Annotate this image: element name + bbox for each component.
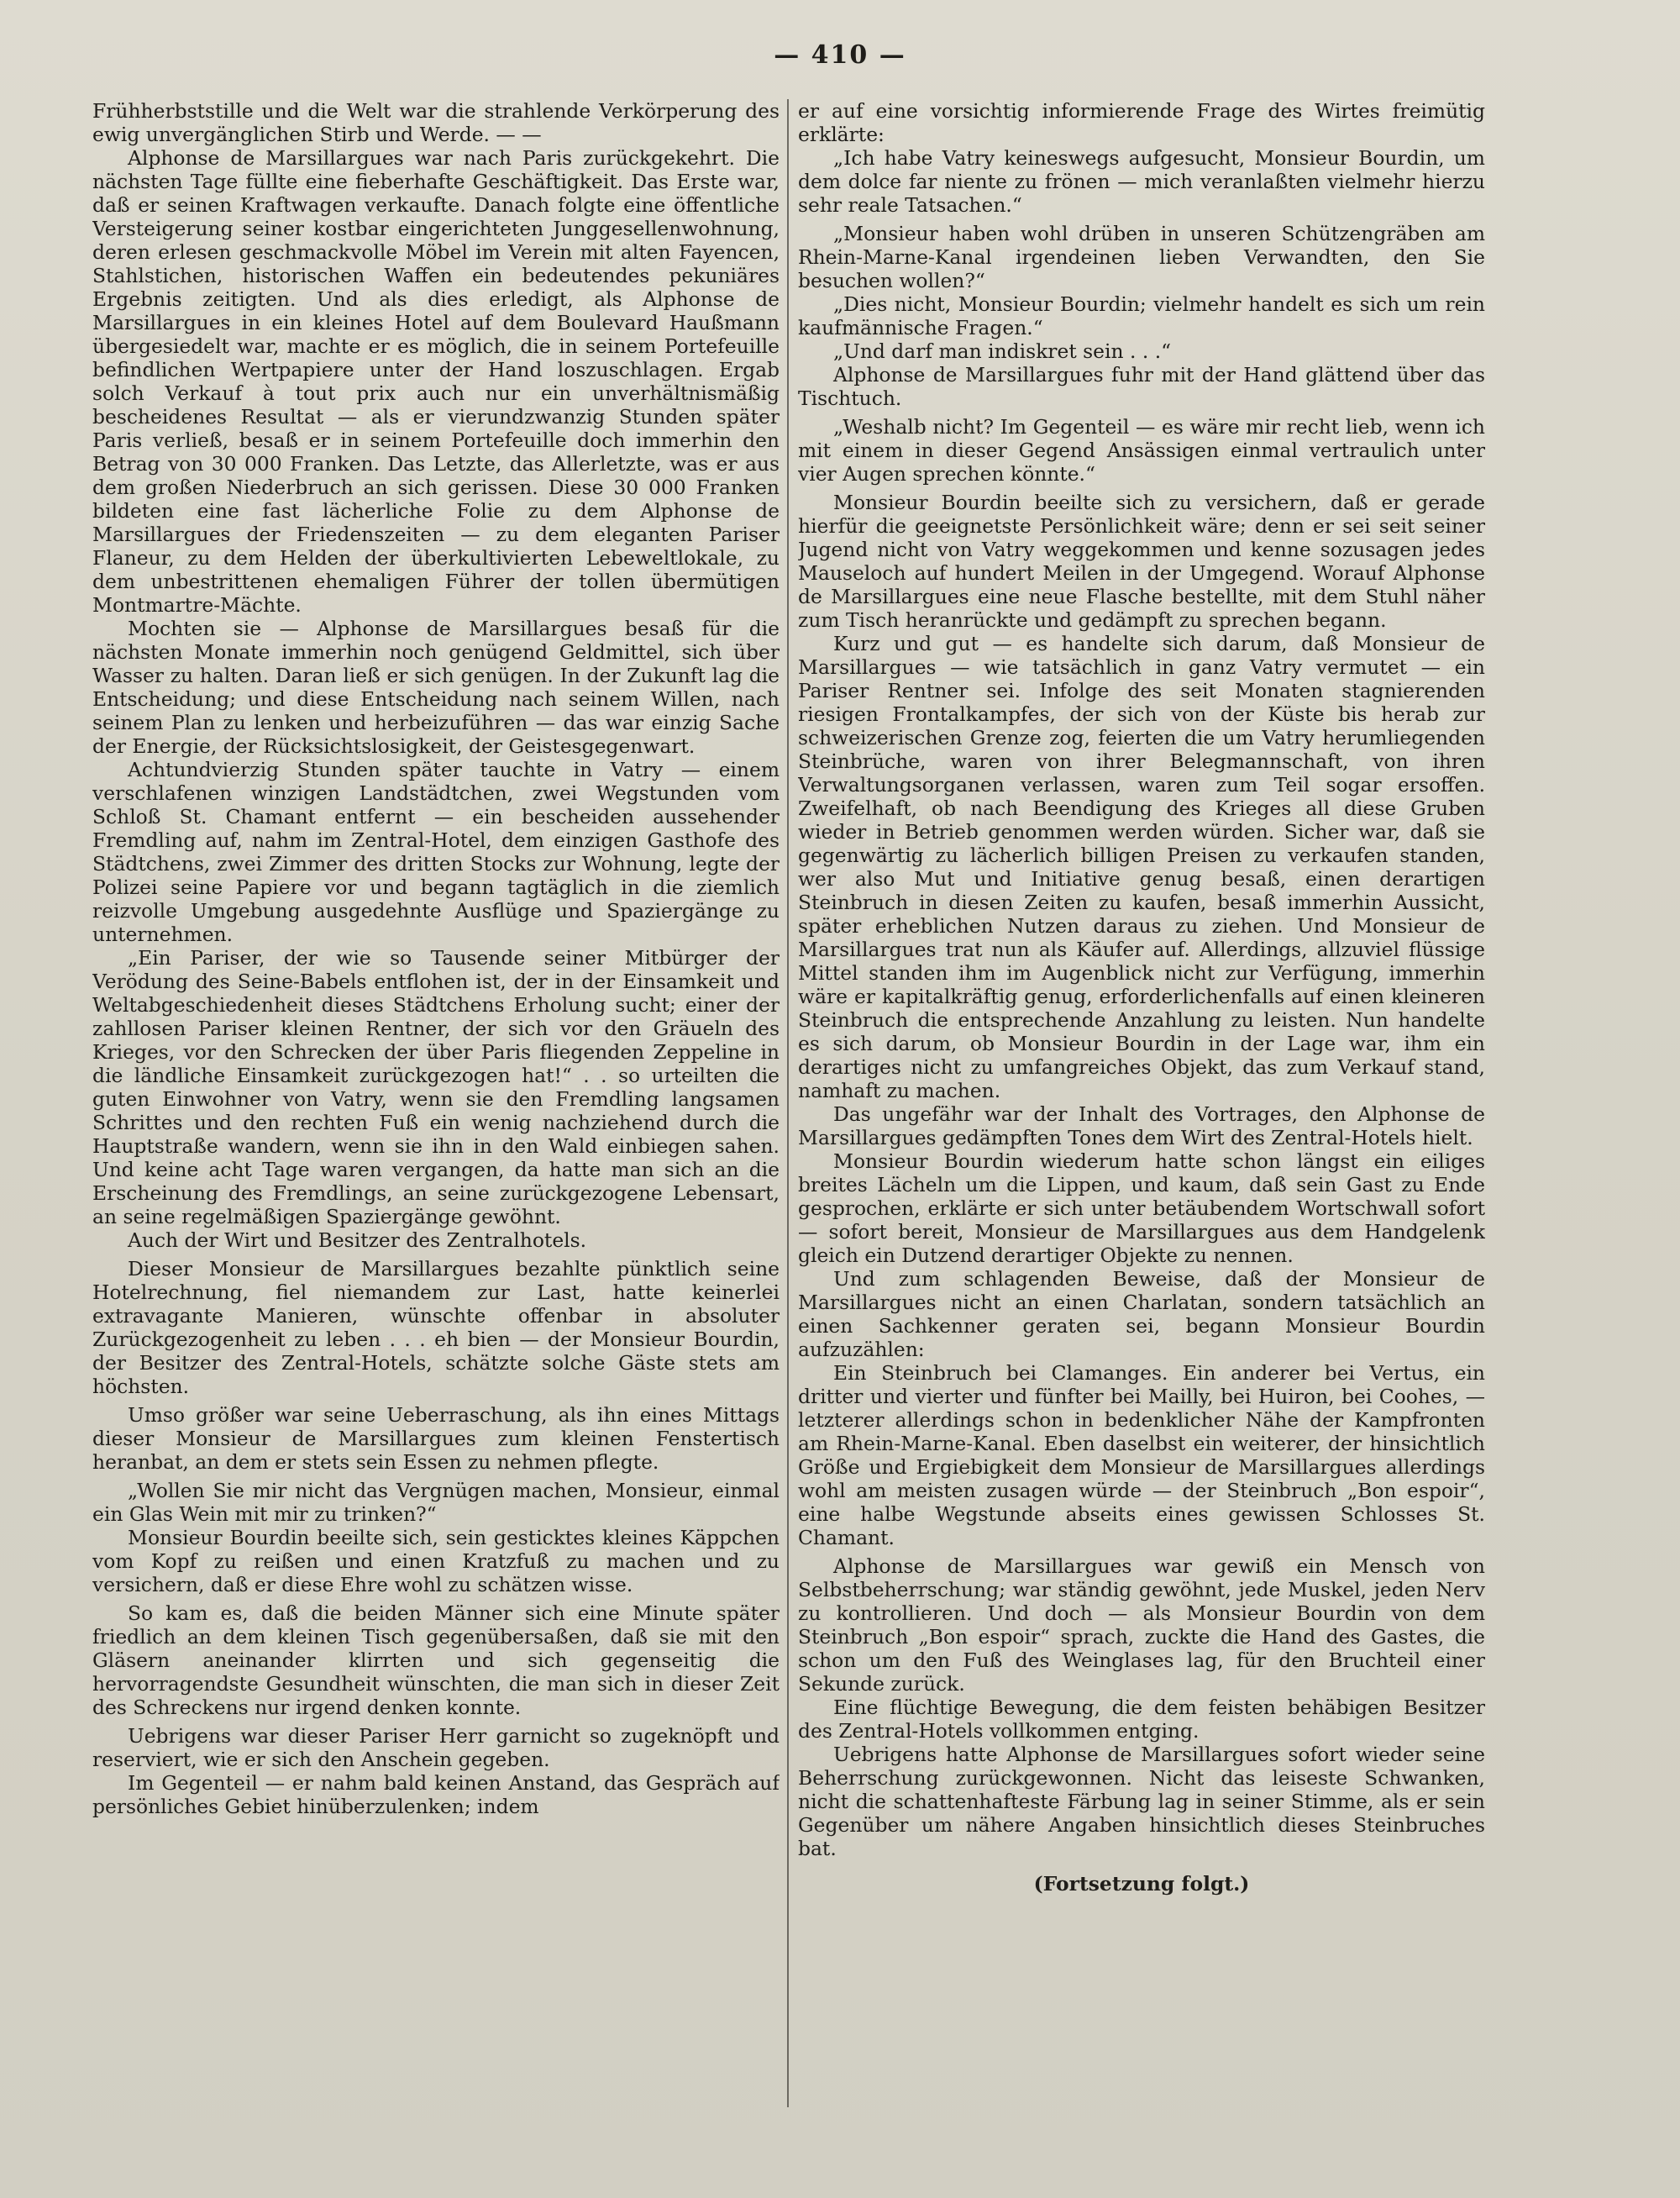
paragraph: Achtundvierzig Stunden später tauchte in Vatry — einem verschlafenen winzigen Landstädtchen, zwei Wegstunden vom Schloß St. Chamant entfernt — ein bescheiden aussehender Fremdling auf, nahm im Zentral-Hotel, dem einzigen Gasthofe des Städtchens, zwei Zimmer des dritten Stocks zur Wohnung, legte der Polizei seine Papiere vor und begann tagtäglich in die ziemlich reizvolle Umgebung ausgedehnte Ausflüge und Spaziergänge zu unternehmen. [92, 758, 780, 946]
column-divider [787, 99, 789, 2107]
paragraph: Auch der Wirt und Besitzer des Zentralhotels. [128, 1228, 587, 1252]
paragraph: „Und darf man indiskret sein . . .“ [833, 339, 1172, 363]
paragraph: „Weshalb nicht? Im Gegenteil — es wäre mir recht lieb, wenn ich mit einem in dieser Gegend Ansässigen einmal vertraulich unter vier Augen sprechen könnte.“ [798, 415, 1485, 486]
paragraph: Frühherbststille und die Welt war die strahlende Verkörperung des ewig unvergänglichen Stirb und Werde. — — [92, 99, 780, 146]
paragraph: Uebrigens hatte Alphonse de Marsillargues sofort wieder seine Beherrschung zurückgewonnen. Nicht das leiseste Schwanken, nicht die schattenhafteste Färbung lag in seiner Stimme, als er sein Gegenüber um nähere Angaben hinsichtlich dieses Steinbruches bat. [798, 1743, 1485, 1860]
paragraph: Ein Steinbruch bei Clamanges. Ein anderer bei Vertus, ein dritter und vierter und fünfter bei Mailly, bei Huiron, bei Coohes, — letzterer allerdings schon in bedenklicher Nähe der Kampfronten am Rhein-Marne-Kanal. Eben daselbst ein weiterer, der hinsichtlich Größe und Ergiebigkeit dem Monsieur de Marsillargues allerdings wohl am meisten zusagen würde — der Steinbruch „Bon espoir“, eine halbe Wegstunde abseits eines gewissen Schlosses St. Chamant. [798, 1361, 1485, 1549]
paragraph: er auf eine vorsichtig informierende Frage des Wirtes freimütig erklärte: [798, 99, 1485, 146]
paragraph: „Monsieur haben wohl drüben in unseren Schützengräben am Rhein-Marne-Kanal irgendeinen lieben Verwandten, den Sie besuchen wollen?“ [798, 222, 1485, 292]
paragraph: Monsieur Bourdin beeilte sich, sein gesticktes kleines Käppchen vom Kopf zu reißen und einen Kratzfuß zu machen und zu versichern, daß er diese Ehre wohl zu schätzen wisse. [92, 1526, 780, 1596]
paragraph: Mochten sie — Alphonse de Marsillargues besaß für die nächsten Monate immerhin noch genügend Geldmittel, sich über Wasser zu halten. Daran ließ er sich genügen. In der Zukunft lag die Entscheidung; und diese Entscheidung nach seinem Willen, nach seinem Plan zu lenken und herbeizuführen — das war einzig Sache der Energie, der Rücksichtslosigkeit, der Geistesgegenwart. [92, 617, 780, 758]
left-column [92, 99, 780, 2149]
paragraph: Alphonse de Marsillargues war nach Paris zurückgekehrt. Die nächsten Tage füllte eine fieberhafte Geschäftigkeit. Das Erste war, daß er seinen Kraftwagen verkaufte. Danach folgte eine öffentliche Versteigerung seiner kostbar eingerichteten Junggesellenwohnung, deren erlesen geschmackvolle Möbel im Verein mit alten Fayencen, Stahlstichen, historischen Waffen ein bedeutendes pekuniäres Ergebnis zeitigten. Und als dies erledigt, als Alphonse de Marsillargues in ein kleines Hotel auf dem Boulevard Haußmann übergesiedelt war, machte er es möglich, die in seinem Portefeuille befindlichen Wertpapiere unter der Hand loszuschlagen. Ergab solch Verkauf à tout prix auch nur ein unverhältnismäßig bescheidenes Resultat — als er vierundzwanzig Stunden später Paris verließ, besaß er in seinem Portefeuille doch immerhin den Betrag von 30 000 Franken. Das Letzte, das Allerletzte, was er aus dem großen Niederbruch an sich gerissen. Diese 30 000 Franken bildeten eine fast lächerliche Folie zu dem Alphonse de Marsillargues der Friedenszeiten — zu dem eleganten Pariser Flaneur, zu dem Helden der überkultivierten Lebeweltlokale, zu dem unbestrittenen ehemaligen Führer der tollen übermütigen Montmartre-Mächte. [92, 146, 780, 617]
page-number: — 410 — [774, 40, 906, 70]
right-column [798, 99, 1485, 2149]
paragraph: „Wollen Sie mir nicht das Vergnügen machen, Monsieur, einmal ein Glas Wein mit mir zu trinken?“ [92, 1479, 780, 1526]
paragraph: Uebrigens war dieser Pariser Herr garnicht so zugeknöpft und reserviert, wie er sich den Anschein gegeben. [92, 1724, 780, 1771]
paragraph: „Ich habe Vatry keineswegs aufgesucht, Monsieur Bourdin, um dem dolce far niente zu frönen — mich veranlaßten vielmehr hierzu sehr reale Tatsachen.“ [798, 146, 1485, 217]
paragraph: Monsieur Bourdin beeilte sich zu versichern, daß er gerade hierfür die geeignetste Persönlichkeit wäre; denn er sei seit seiner Jugend nicht von Vatry weggekommen und kenne sozusagen jedes Mauseloch auf hundert Meilen in der Umgegend. Worauf Alphonse de Marsillargues eine neue Flasche bestellte, mit dem Stuhl näher zum Tisch heranrückte und gedämpft zu sprechen begann. [798, 491, 1485, 632]
paragraph: Alphonse de Marsillargues war gewiß ein Mensch von Selbstbeherrschung; war ständig gewöhnt, jede Muskel, jeden Nerv zu kontrollieren. Und doch — als Monsieur Bourdin von dem Steinbruch „Bon espoir“ sprach, zuckte die Hand des Gastes, die schon um den Fuß des Weinglases lag, für den Bruchteil einer Sekunde zurück. [798, 1554, 1485, 1696]
paragraph: Alphonse de Marsillargues fuhr mit der Hand glättend über das Tischtuch. [798, 363, 1485, 410]
paragraph: Kurz und gut — es handelte sich darum, daß Monsieur de Marsillargues — wie tatsächlich in ganz Vatry vermutet — ein Pariser Rentner sei. Infolge des seit Monaten stagnierenden riesigen Frontalkampfes, der sich von der Küste bis herab zur schweizerischen Grenze zog, feierten die um Vatry herumliegenden Steinbrüche, waren von ihrer Belegmannschaft, von ihren Verwaltungsorganen verlassen, waren zum Teil sogar ersoffen. Zweifelhaft, ob nach Beendigung des Krieges all diese Gruben wieder in Betrieb genommen werden würden. Sicher war, daß sie gegenwärtig zu lächerlich billigen Preisen zu verkaufen standen, wer also Mut und Initiative genug besaß, einen derartigen Steinbruch in diesen Zeiten zu kaufen, besaß immerhin Aussicht, später erheblichen Nutzen daraus zu ziehen. Und Monsieur de Marsillargues trat nun als Käufer auf. Allerdings, allzuviel flüssige Mittel standen ihm im Augenblick nicht zur Verfügung, immerhin wäre er kapitalkräftig genug, erforderlichenfalls auf einen kleineren Steinbruch die entsprechende Anzahlung zu leisten. Nun handelte es sich darum, ob Monsieur Bourdin in der Lage war, ihm ein derartiges nicht zu umfangreiches Objekt, das zum Verkauf stand, namhaft zu machen. [798, 632, 1485, 1102]
paragraph: Umso größer war seine Ueberraschung, als ihn eines Mittags dieser Monsieur de Marsillargues zum kleinen Fenstertisch heranbat, an dem er stets sein Essen zu nehmen pflegte. [92, 1403, 780, 1474]
paragraph: Im Gegenteil — er nahm bald keinen Anstand, das Gespräch auf persönliches Gebiet hinüberzulenken; indem [92, 1771, 780, 1818]
paragraph: Eine flüchtige Bewegung, die dem feisten behäbigen Besitzer des Zentral-Hotels vollkommen entging. [798, 1696, 1485, 1743]
paragraph: Und zum schlagenden Beweise, daß der Monsieur de Marsillargues nicht an einen Charlatan, sondern tatsächlich an einen Sachkenner geraten sei, begann Monsieur Bourdin aufzuzählen: [798, 1267, 1485, 1361]
paragraph: Monsieur Bourdin wiederum hatte schon längst ein eiliges breites Lächeln um die Lippen, und kaum, daß sein Gast zu Ende gesprochen, erklärte er sich unter betäubendem Wortschwall sofort — sofort bereit, Monsieur de Marsillargues aus dem Handgelenk gleich ein Dutzend derartiger Objekte zu nennen. [798, 1149, 1485, 1267]
paragraph: „Dies nicht, Monsieur Bourdin; vielmehr handelt es sich um rein kaufmännische Fragen.“ [798, 292, 1485, 339]
paragraph: Das ungefähr war der Inhalt des Vortrages, den Alphonse de Marsillargues gedämpften Tones dem Wirt des Zentral-Hotels hielt. [798, 1102, 1485, 1149]
paragraph: Dieser Monsieur de Marsillargues bezahlte pünktlich seine Hotelrechnung, fiel niemandem zur Last, hatte keinerlei extravagante Manieren, wünschte offenbar in absoluter Zurückgezogenheit zu leben . . . eh bien — der Monsieur Bourdin, der Besitzer des Zentral-Hotels, schätzte solche Gäste stets am höchsten. [92, 1257, 780, 1398]
continuation-note: (Fortsetzung folgt.) [1033, 1872, 1250, 1896]
paragraph: „Ein Pariser, der wie so Tausende seiner Mitbürger der Verödung des Seine-Babels entflohen ist, der in der Einsamkeit und Weltabgeschiedenheit dieses Städtchens Erholung sucht; einer der zahllosen Pariser kleinen Rentner, der sich vor den Gräueln des Krieges, vor den Schrecken der über Paris fliegenden Zeppeline in die ländliche Einsamkeit zurückgezogen hat!“ . . so urteilten die guten Einwohner von Vatry, wenn sie den Fremdling langsamen Schrittes und den rechten Fuß ein wenig nachziehend durch die Hauptstraße wandern, wenn sie ihn in den Wald einbiegen sahen. Und keine acht Tage waren vergangen, da hatte man sich an die Erscheinung des Fremdlings, an seine zurückgezogene Lebensart, an seine regelmäßigen Spaziergänge gewöhnt. [92, 946, 780, 1228]
paragraph: So kam es, daß die beiden Männer sich eine Minute später friedlich an dem kleinen Tisch gegenübersaßen, daß sie mit den Gläsern aneinander klirrten und sich gegenseitig die hervorragendste Gesundheit wünschten, die man sich in dieser Zeit des Schreckens nur irgend denken konnte. [92, 1601, 780, 1719]
